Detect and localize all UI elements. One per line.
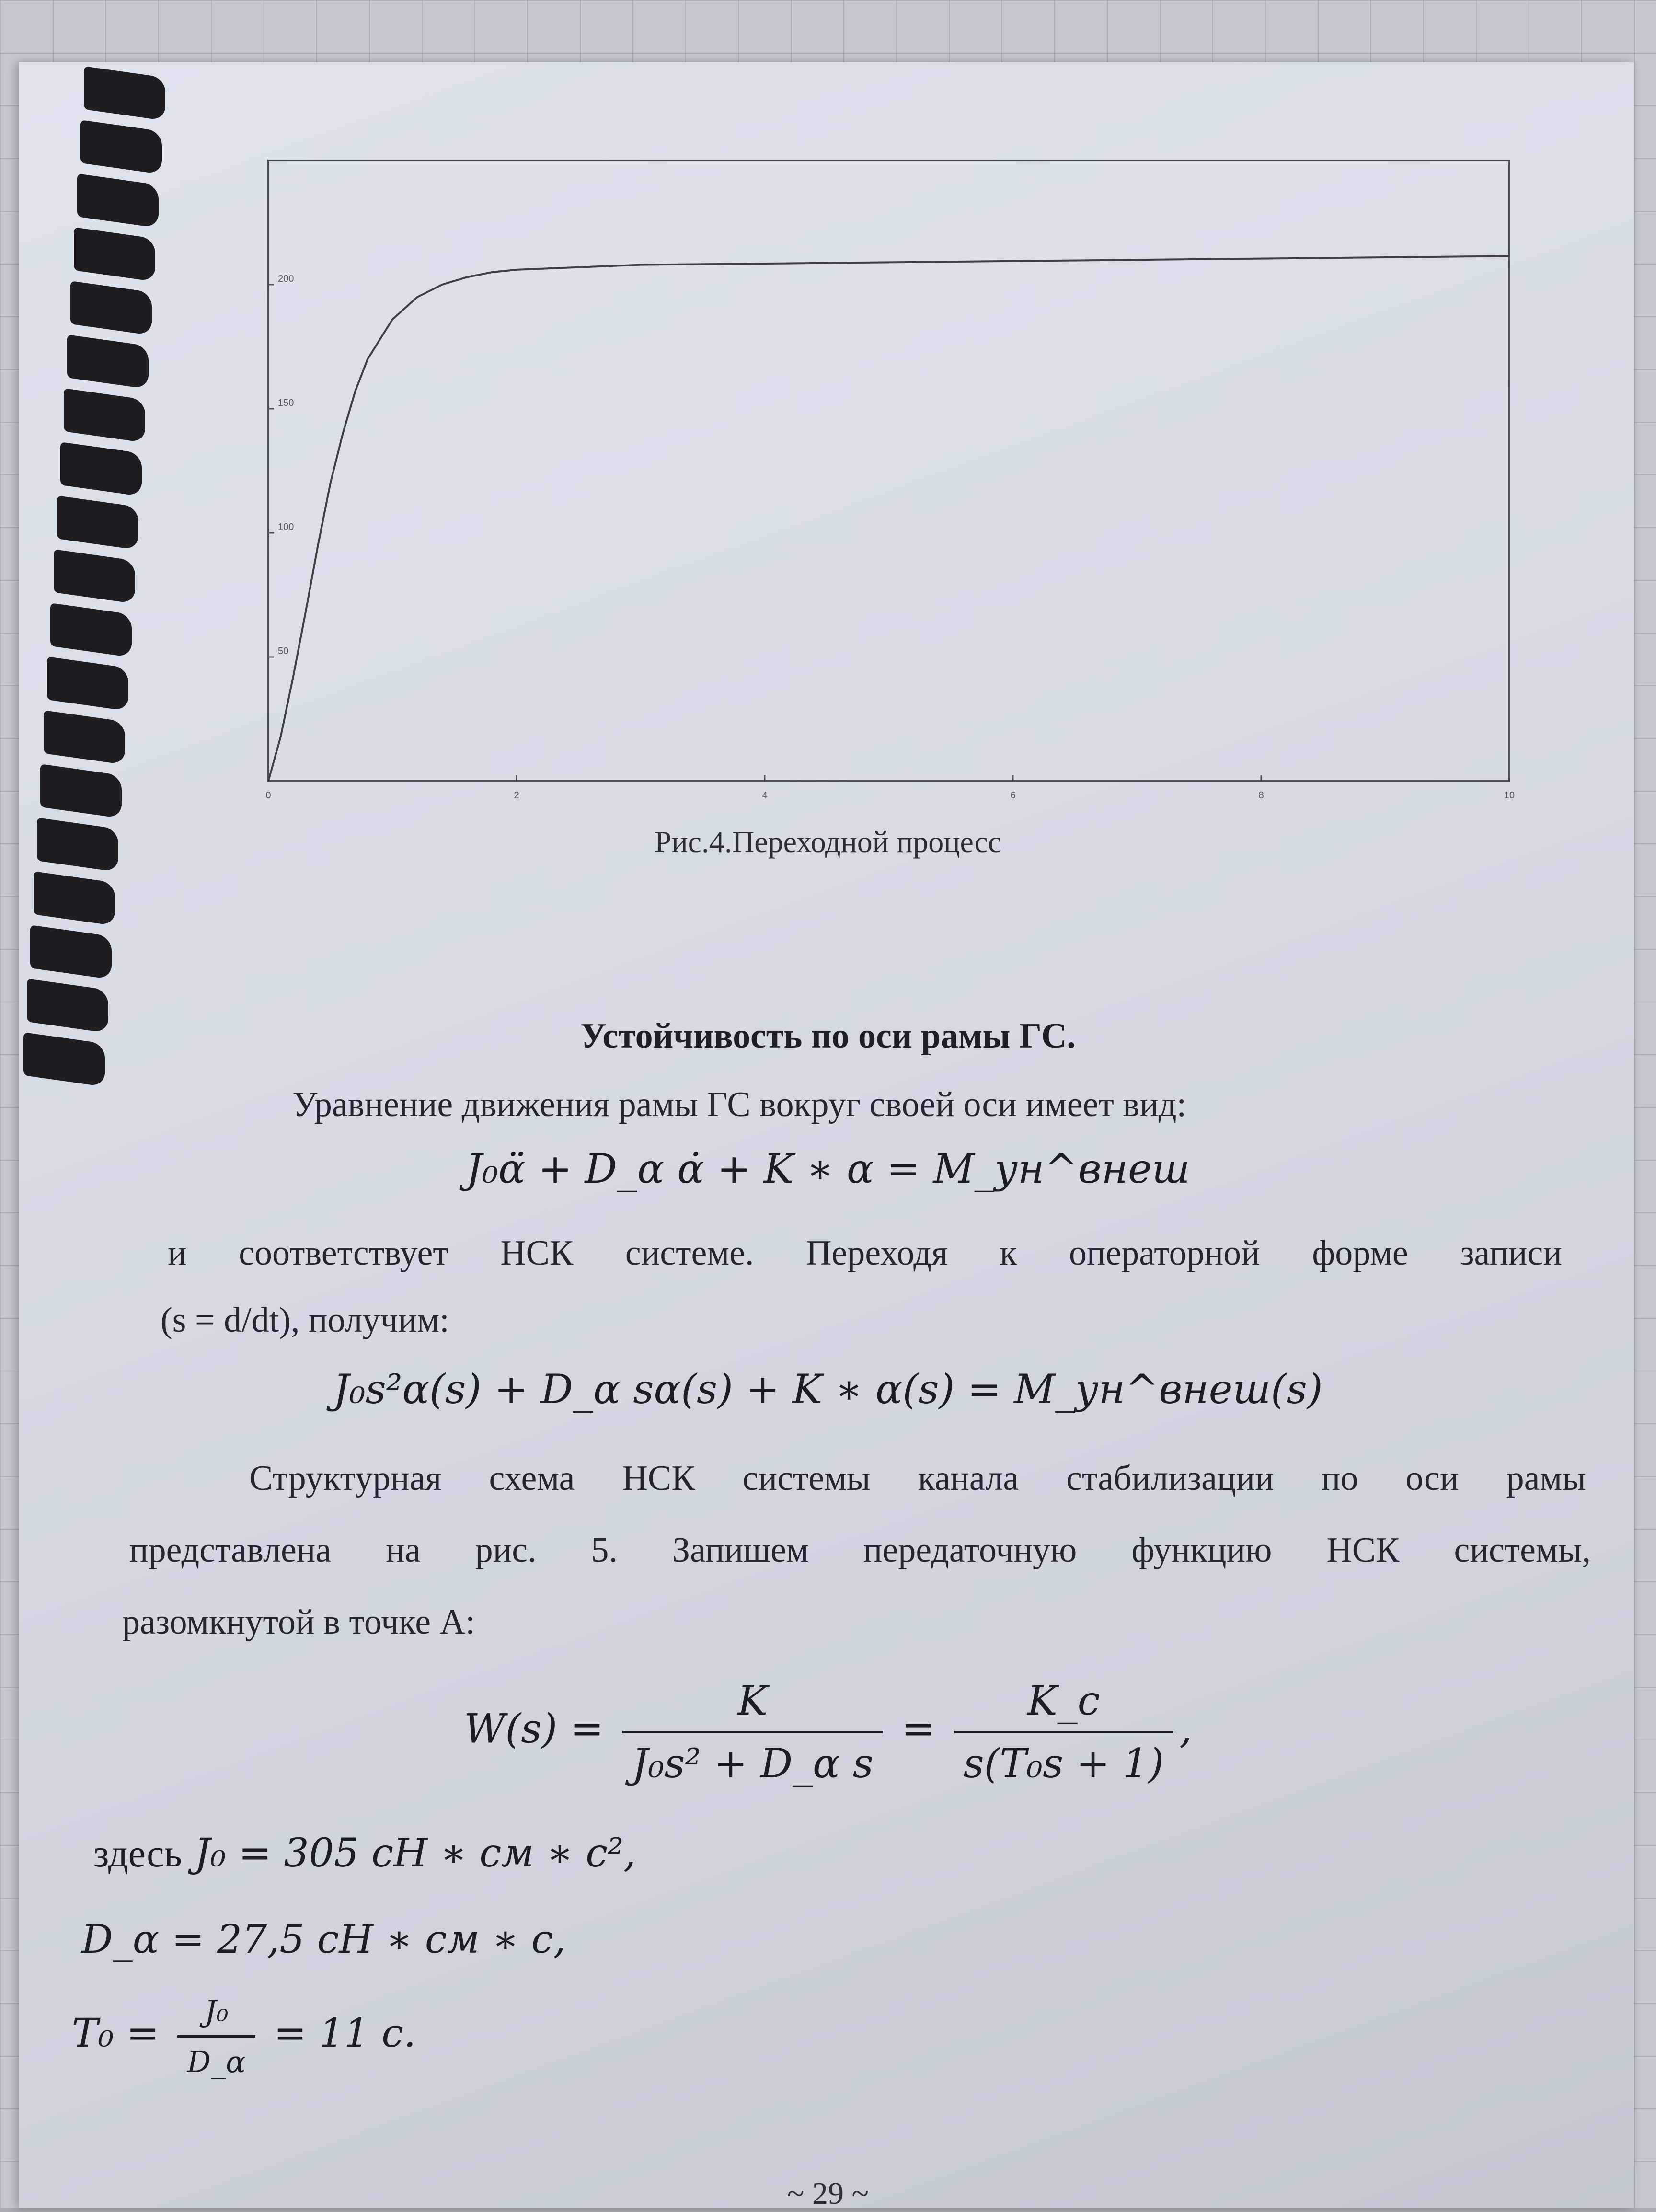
x-tick-label: 6 [1010,790,1016,801]
paragraph-1: Уравнение движения рамы ГС вокруг своей оси имеет вид: [292,1085,1187,1124]
parameter-d-alpha: D_α = 27,5 сН ∗ см ∗ с, [81,1917,566,1962]
y-tick-label: 200 [278,274,294,284]
fraction-1-numerator: K [622,1677,883,1733]
parameter-t0-fraction [177,1993,255,2079]
section-heading: Устойчивость по оси рамы ГС. [580,1016,1076,1056]
figure-caption: Рис.4.Переходной процесс [654,825,1002,859]
fraction-2 [954,1677,1173,1787]
parameter-j0-value: J₀ = 305 сН ∗ см ∗ с², [194,1831,636,1876]
plot-frame [268,161,1509,781]
transfer-function [0,1677,1656,1787]
transfer-function-lhs: W(s) = [464,1705,604,1752]
x-tick-label: 2 [514,790,519,801]
x-tick-label: 8 [1258,790,1264,801]
equation-operator-text: J₀s²α(s) + D_α sα(s) + K ∗ α(s) = M_ун^внеш(s) [333,1366,1323,1413]
y-tick-label: 50 [278,646,289,657]
fraction-2-numerator: K_c [954,1677,1173,1733]
page-number: ~ 29 ~ [787,2176,869,2211]
fraction-2-denominator: s(T₀s + 1) [963,1740,1164,1787]
parameter-j0 [93,1831,636,1876]
parameter-t0-numerator: J₀ [177,1993,255,2038]
parameter-t0 [72,1993,416,2079]
y-tick-label: 100 [278,522,294,532]
paragraph-3-line-2: представлена на рис. 5. Запишем передаточную функцию НСК системы, [129,1531,1591,1570]
transient-process-chart [261,158,1517,801]
parameter-t0-rhs: = 11 с. [274,2011,416,2056]
x-tick-label: 4 [762,790,768,801]
paragraph-2-line-2: (s = d/dt), получим: [161,1301,449,1340]
paragraph-3-line-3: разомкнутой в точке A: [122,1602,475,1642]
fraction-1-denominator: J₀s² + D_α s [632,1740,874,1787]
paragraph-2-line-1: и соответствует НСК системе. Переходя к операторной форме записи [168,1233,1562,1273]
plot-area [265,161,1515,801]
equation-motion-text: J₀α̈ + D_α α̇ + K ∗ α = M_ун^внеш [466,1145,1190,1192]
x-tick-label: 0 [265,790,271,801]
paragraph-3-line-1: Структурная схема НСК системы канала стабилизации по оси рамы [249,1459,1586,1498]
parameter-t0-lhs: T₀ = [72,2011,160,2056]
fraction-1 [622,1677,883,1787]
parameter-t0-denominator: D_α [187,2044,246,2079]
x-tick-label: 10 [1504,790,1515,801]
transfer-function-equals: = [901,1705,935,1752]
transfer-function-tail: , [1179,1705,1192,1752]
series-line [268,256,1509,781]
y-tick-label: 150 [278,398,294,408]
parameter-prefix: здесь [93,1832,182,1875]
equation-motion [0,1145,1656,1192]
equation-operator [0,1366,1656,1413]
